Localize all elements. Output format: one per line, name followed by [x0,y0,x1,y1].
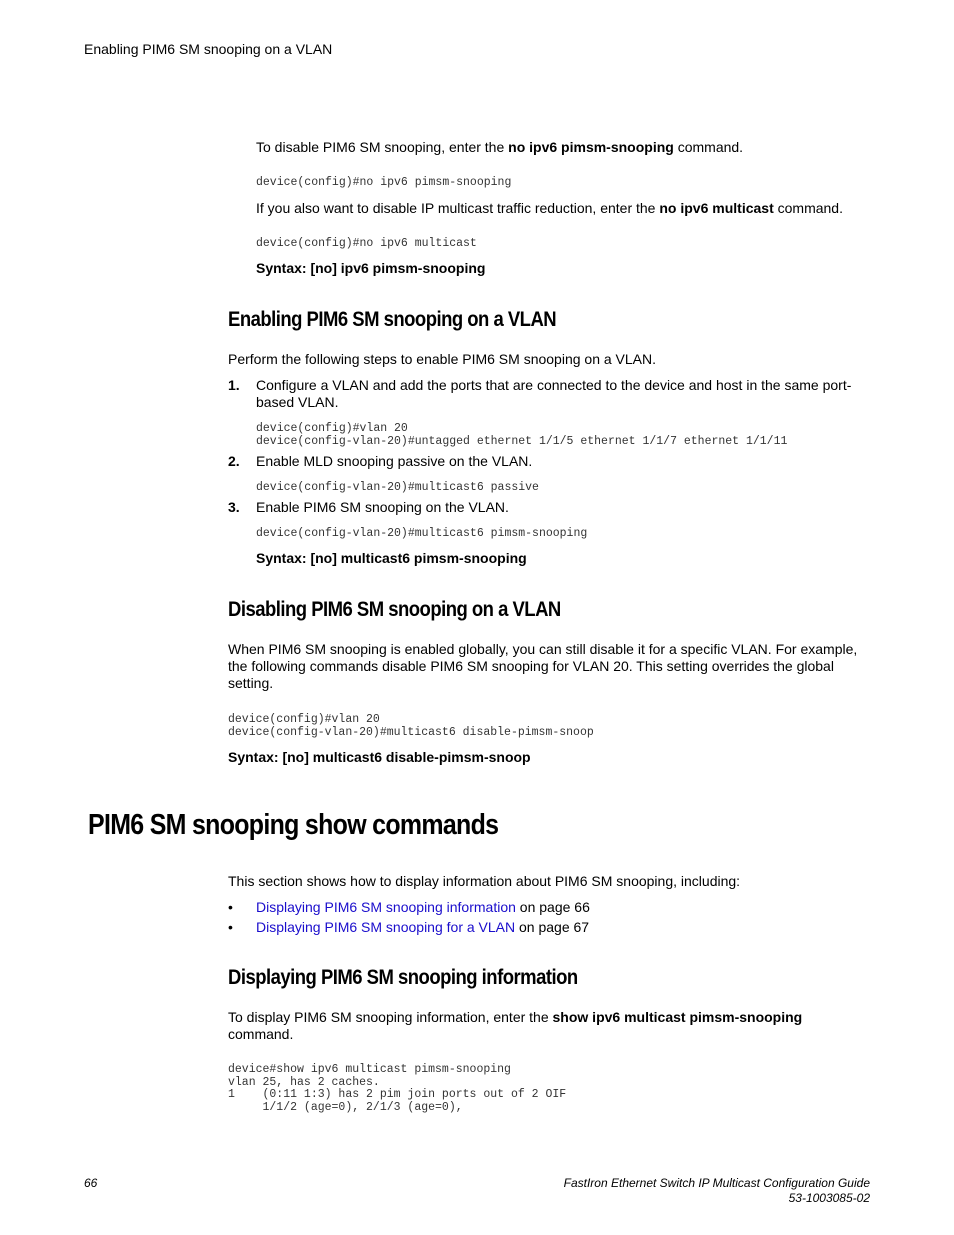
command-name: show ipv6 multicast pimsm-snooping [552,1009,803,1025]
footer-guide: FastIron Ethernet Switch IP Multicast Configuration Guide 53-1003085-02 [563,1176,870,1205]
section-heading-displaying: Displaying PIM6 SM snooping information [228,965,578,989]
step-number: 2. [228,453,240,469]
code-block: device#show ipv6 multicast pimsm-snooping vlan 25, has 2 caches. 1 (0:11 1:3) has 2 pim join ports out of 2 OIF 1/1/2 (age=0), 2/1/3 (age=0), [228,1063,567,1114]
show-intro: This section shows how to display information about PIM6 SM snooping, including: [228,873,741,889]
bullet-icon: • [228,919,233,935]
disable-paragraph: To disable PIM6 SM snooping, enter the no ipv6 pimsm-snooping command. [256,139,744,155]
step-text: Enable MLD snooping passive on the VLAN. [256,453,533,469]
step-number: 1. [228,377,240,393]
code-block: device(config)#vlan 20 device(config-vlan-20)#untagged ethernet 1/1/5 ethernet 1/1/7 ethernet 1/1/11 [256,422,788,448]
section-heading-disabling: Disabling PIM6 SM snooping on a VLAN [228,597,561,621]
also-disable-paragraph: If you also want to disable IP multicast traffic reduction, enter the no ipv6 multicast command. [256,200,843,216]
syntax-line: Syntax: [no] multicast6 disable-pimsm-snoop [228,749,531,765]
syntax-line: Syntax: [no] multicast6 pimsm-snooping [256,550,527,566]
section-heading-enabling: Enabling PIM6 SM snooping on a VLAN [228,307,557,331]
step-text: Enable PIM6 SM snooping on the VLAN. [256,499,509,515]
command-name: no ipv6 pimsm-snooping [508,139,674,155]
bullet-item: Displaying PIM6 SM snooping for a VLAN on page 67 [256,919,590,935]
code-block: device(config)#no ipv6 multicast [256,237,477,250]
cross-reference-link[interactable]: Displaying PIM6 SM snooping information [256,899,516,915]
disabling-paragraph: When PIM6 SM snooping is enabled globally, you can still disable it for a specific VLAN. For example, the following commands disable PIM6 SM snooping for VLAN 20. This setting overrides the global setting. [228,641,858,691]
code-block: device(config)#no ipv6 pimsm-snooping [256,176,512,189]
chapter-heading: PIM6 SM snooping show commands [88,809,499,841]
cross-reference-link[interactable]: Displaying PIM6 SM snooping for a VLAN [256,919,516,935]
displaying-paragraph: To display PIM6 SM snooping information, enter the show ipv6 multicast pimsm-snooping command. [228,1009,803,1042]
code-block: device(config)#vlan 20 device(config-vlan-20)#multicast6 disable-pimsm-snoop [228,713,594,739]
syntax-line: Syntax: [no] ipv6 pimsm-snooping [256,260,486,276]
bullet-item: Displaying PIM6 SM snooping information on page 66 [256,899,590,915]
code-block: device(config-vlan-20)#multicast6 pimsm-snooping [256,527,588,540]
step-text: Configure a VLAN and add the ports that are connected to the device and host in the same port- based VLAN. [256,377,852,410]
page-number: 66 [84,1176,98,1190]
code-block: device(config-vlan-20)#multicast6 passive [256,481,539,494]
running-header: Enabling PIM6 SM snooping on a VLAN [84,41,333,57]
enabling-intro: Perform the following steps to enable PIM6 SM snooping on a VLAN. [228,351,657,367]
step-number: 3. [228,499,240,515]
bullet-icon: • [228,899,233,915]
command-name: no ipv6 multicast [659,200,774,216]
